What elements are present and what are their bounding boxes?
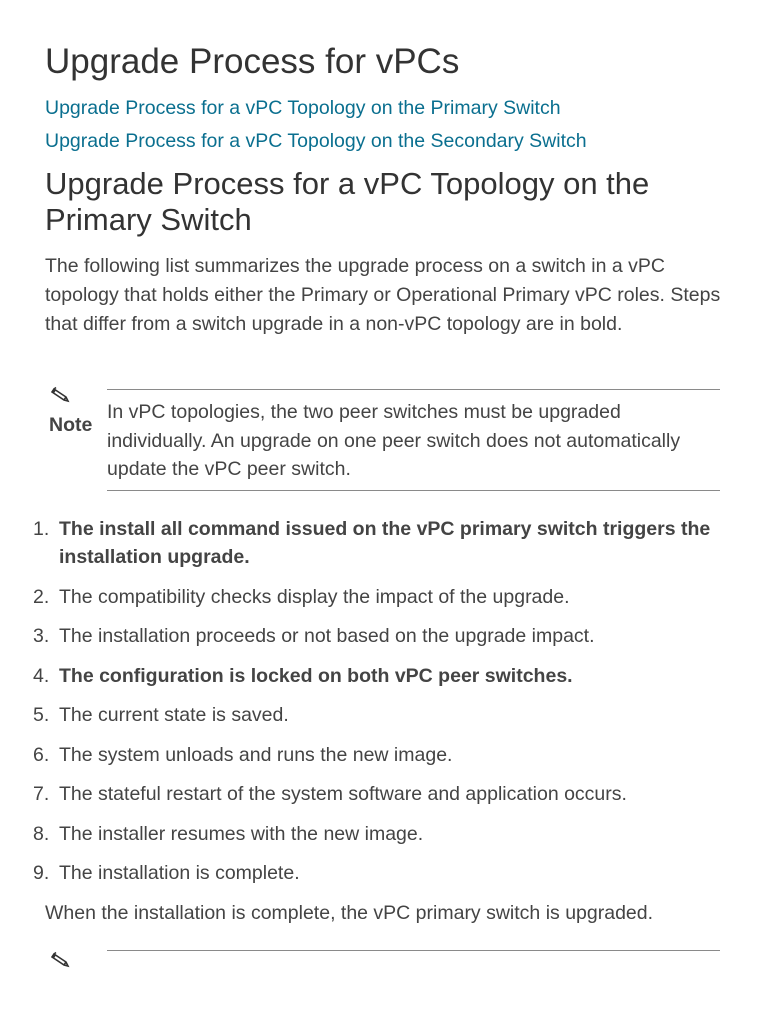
step-text: The installation proceeds or not based on the upgrade impact. (59, 625, 595, 647)
list-item (33, 780, 735, 808)
step-text: The current state is saved. (59, 704, 289, 726)
note-top-divider (107, 389, 720, 390)
step-text: The configuration is locked on both vPC peer switches. (59, 664, 573, 687)
list-item (33, 583, 735, 611)
pencil-icon (51, 951, 73, 969)
note-top-divider (107, 950, 720, 951)
step-text: The installation is complete. (59, 862, 300, 884)
upgrade-steps-list (33, 515, 735, 899)
list-item (33, 859, 735, 887)
note-label: Note (49, 414, 93, 436)
step-text: The install all command issued on the vPC primary switch triggers the installation upgrade. (59, 518, 711, 568)
section-title: Upgrade Process for a vPC Topology on the Primary Switch (45, 166, 650, 237)
pencil-icon (51, 386, 73, 404)
step-number: 1. (33, 518, 50, 540)
step-number: 5. (33, 704, 50, 726)
list-item (33, 515, 735, 571)
step-number: 8. (33, 822, 50, 845)
list-item (33, 701, 735, 729)
list-item (33, 820, 735, 848)
list-item (33, 662, 735, 690)
step-number: 9. (33, 862, 50, 884)
toc-link-primary-switch[interactable]: Upgrade Process for a vPC Topology on the Primary Switch (45, 97, 561, 119)
note-text: In vPC topologies, the two peer switches must be upgraded individually. An upgrade on one peer switch does not automatically update the vPC peer switch. (107, 401, 681, 480)
section-intro: The following list summarizes the upgrade process on a switch in a vPC topology that holds either the Primary or Operational Primary vPC roles. Steps that differ from a switch upgrade in a non-vPC topology are in bold. (45, 255, 721, 335)
step-number: 2. (33, 585, 50, 608)
page-title: Upgrade Process for vPCs (45, 42, 460, 81)
step-text: The installer resumes with the new image. (59, 822, 424, 845)
section-conclusion: When the installation is complete, the vPC primary switch is upgraded. (45, 902, 654, 924)
step-number: 7. (33, 783, 50, 805)
list-item (33, 622, 735, 650)
step-number: 3. (33, 625, 50, 647)
step-text: The stateful restart of the system software and application occurs. (59, 783, 627, 805)
step-text: The system unloads and runs the new image. (59, 743, 453, 766)
note-bottom-divider (107, 490, 720, 491)
step-text: The compatibility checks display the impact of the upgrade. (59, 585, 570, 608)
step-number: 4. (33, 664, 50, 687)
list-item (33, 741, 735, 769)
toc-link-secondary-switch[interactable]: Upgrade Process for a vPC Topology on the Secondary Switch (45, 130, 587, 152)
step-number: 6. (33, 743, 50, 766)
